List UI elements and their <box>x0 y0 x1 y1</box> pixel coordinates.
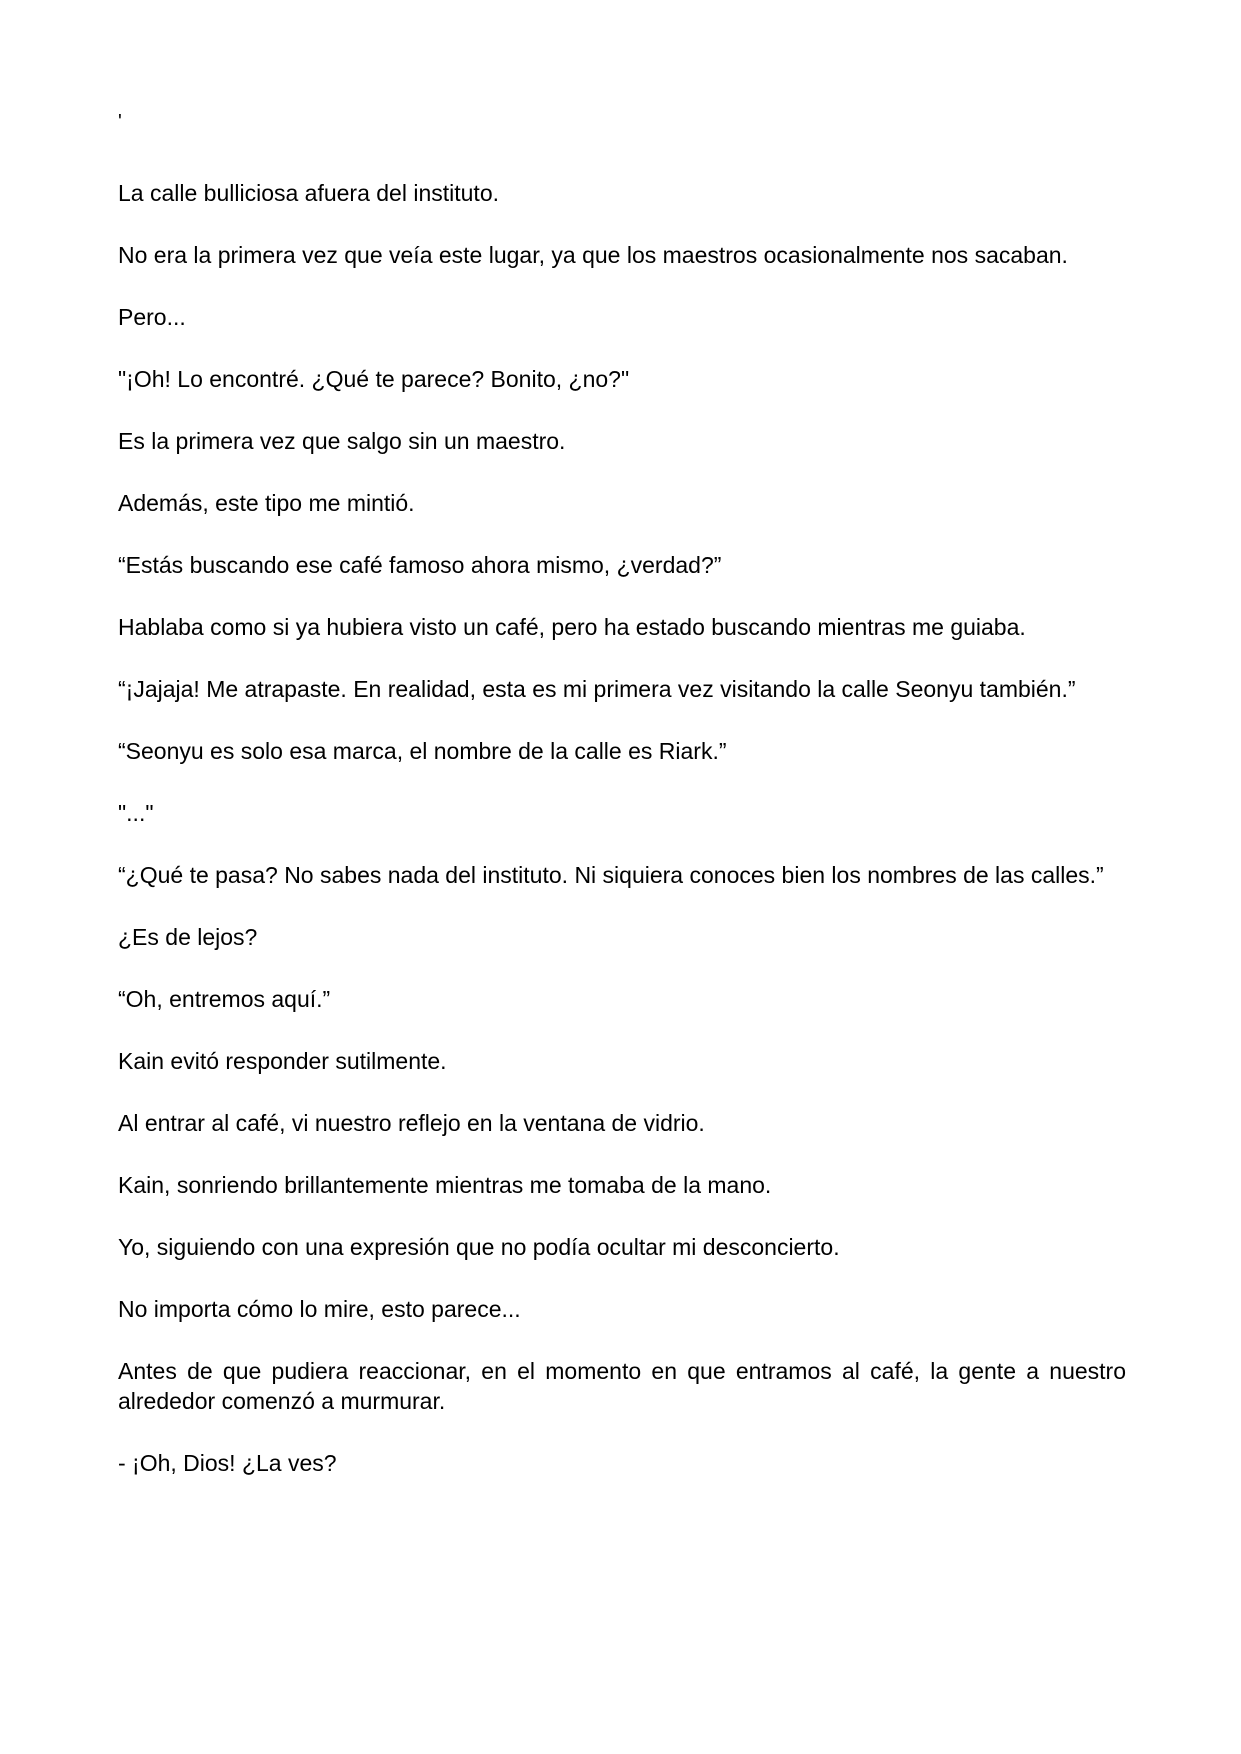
paragraph: “¡Jajaja! Me atrapaste. En realidad, esta es mi primera vez visitando la calle Seonyu también.” <box>118 676 1076 702</box>
paragraph: “¿Qué te pasa? No sabes nada del instituto. Ni siquiera conoces bien los nombres de las calles.” <box>118 862 1104 888</box>
paragraph: Kain evitó responder sutilmente. <box>118 1048 447 1074</box>
paragraph: “Estás buscando ese café famoso ahora mismo, ¿verdad?” <box>118 552 722 578</box>
paragraph: Antes de que pudiera reaccionar, en el momento en que entramos al café, la gente a nuestro alrededor comenzó a murmurar. <box>118 1358 1126 1414</box>
paragraph: Al entrar al café, vi nuestro reflejo en la ventana de vidrio. <box>118 1110 705 1136</box>
document-body <box>118 178 1126 1510</box>
paragraph: "¡Oh! Lo encontré. ¿Qué te parece? Bonito, ¿no?" <box>118 366 630 392</box>
paragraph: Es la primera vez que salgo sin un maestro. <box>118 428 566 454</box>
paragraph: “Seonyu es solo esa marca, el nombre de la calle es Riark.” <box>118 738 727 764</box>
paragraph: "..." <box>118 800 154 826</box>
paragraph: - ¡Oh, Dios! ¿La ves? <box>118 1450 337 1476</box>
paragraph: No importa cómo lo mire, esto parece... <box>118 1296 521 1322</box>
paragraph: Kain, sonriendo brillantemente mientras me tomaba de la mano. <box>118 1172 772 1198</box>
paragraph: Hablaba como si ya hubiera visto un café, pero ha estado buscando mientras me guiaba. <box>118 614 1026 640</box>
paragraph: No era la primera vez que veía este lugar, ya que los maestros ocasionalmente nos sacaban. <box>118 242 1068 268</box>
paragraph: Además, este tipo me mintió. <box>118 490 415 516</box>
paragraph: Pero... <box>118 304 186 330</box>
paragraph: “Oh, entremos aquí.” <box>118 986 331 1012</box>
stray-mark: ' <box>118 111 122 133</box>
paragraph: ¿Es de lejos? <box>118 924 258 950</box>
paragraph: La calle bulliciosa afuera del instituto. <box>118 180 500 206</box>
paragraph: Yo, siguiendo con una expresión que no podía ocultar mi desconcierto. <box>118 1234 840 1260</box>
